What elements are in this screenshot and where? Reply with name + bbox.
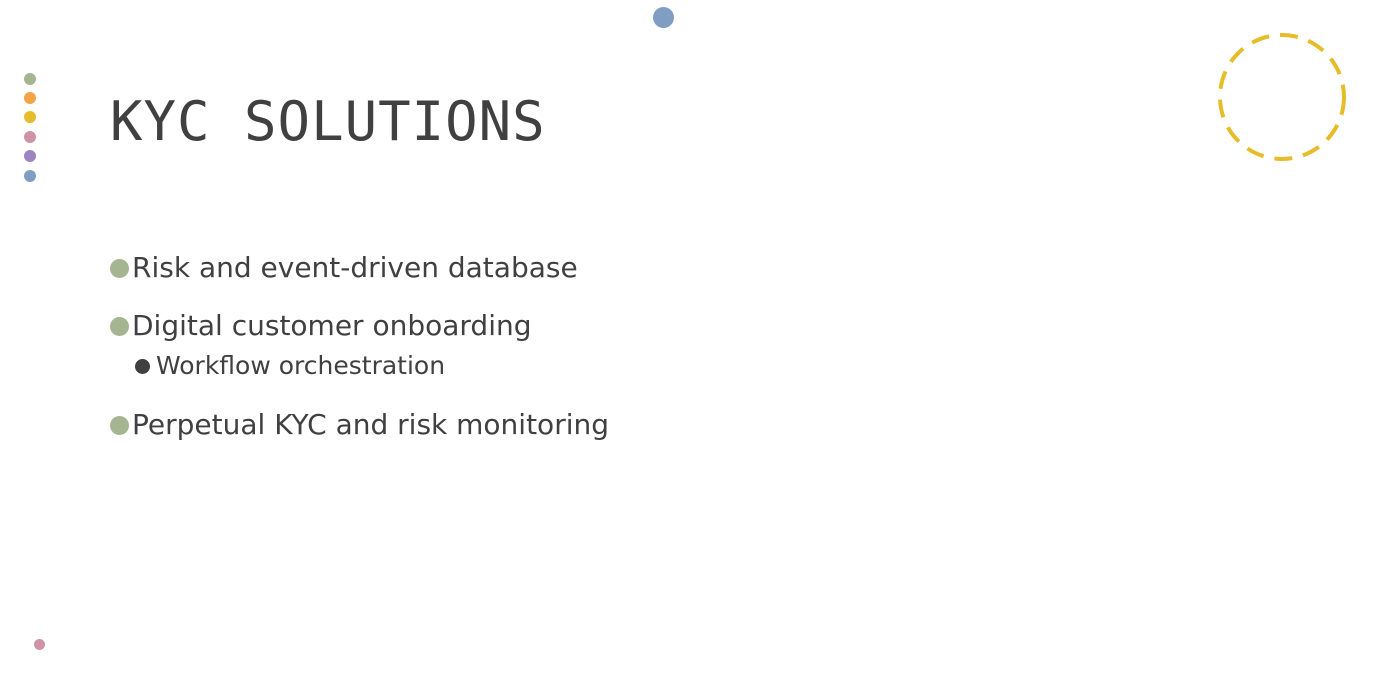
- bullet-text: Perpetual KYC and risk monitoring: [132, 408, 609, 441]
- decorative-dot-purple: [24, 150, 36, 162]
- bullet-item: [110, 306, 609, 346]
- bullet-text: Digital customer onboarding: [132, 309, 532, 342]
- decorative-dot-yellow: [24, 111, 36, 123]
- bullet-text: Risk and event-driven database: [132, 251, 578, 284]
- bullet-dot-icon: [110, 259, 129, 278]
- decorative-dot-top: [653, 7, 674, 28]
- decorative-dot-orange: [24, 92, 36, 104]
- bullet-dot-icon: [110, 317, 129, 336]
- bullet-list: [110, 248, 609, 463]
- sub-bullet-item: [110, 346, 609, 386]
- slide-title: KYC SOLUTIONS: [110, 90, 546, 153]
- sub-bullet-text: Workflow orchestration: [156, 351, 446, 380]
- decorative-dot-blue: [24, 170, 36, 182]
- bullet-item: [110, 405, 609, 445]
- decorative-dot-bottom: [34, 639, 45, 650]
- bullet-dot-icon: [110, 416, 129, 435]
- decorative-dot-pink: [24, 131, 36, 143]
- bullet-item: [110, 248, 609, 288]
- decorative-dot-green: [24, 73, 36, 85]
- decorative-dashed-ring: [1216, 31, 1348, 163]
- sub-bullet-dot-icon: [135, 359, 150, 374]
